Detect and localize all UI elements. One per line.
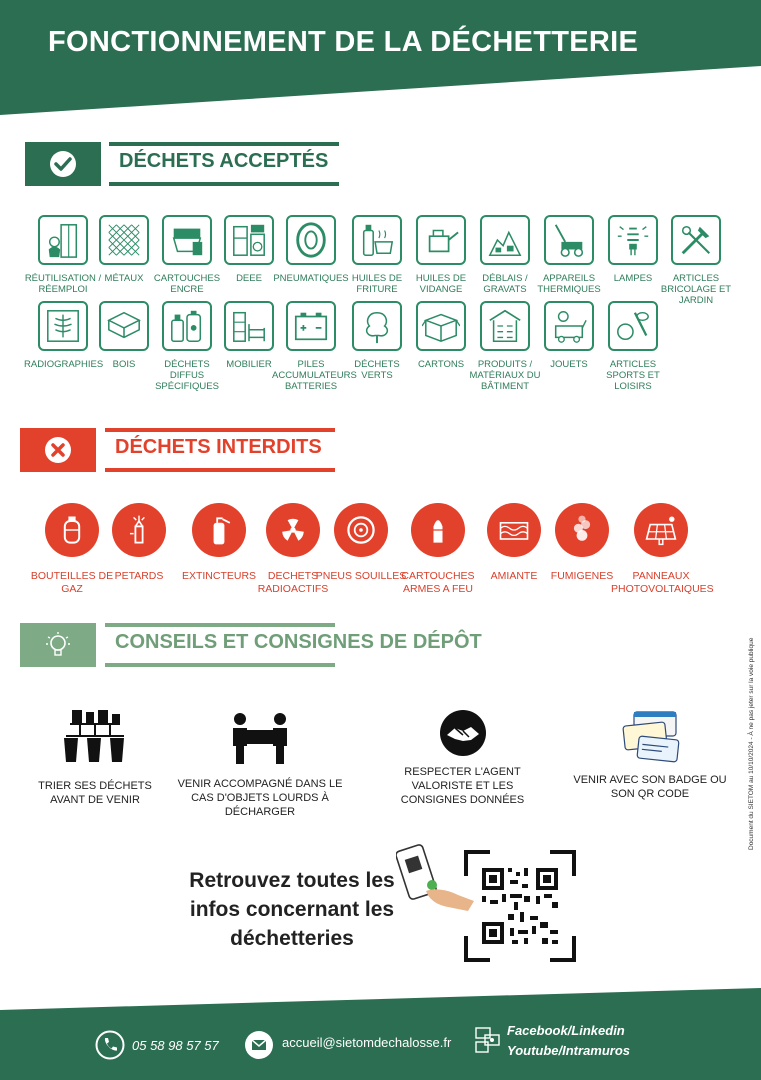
cross-icon [43, 435, 73, 465]
accepted-item-label: ARTICLES BRICOLAGE ET JARDIN [660, 273, 732, 306]
email-icon [244, 1030, 274, 1060]
qr-code-frame [464, 850, 576, 962]
reuse-icon [44, 221, 82, 259]
advice-section-icon-box [20, 623, 96, 667]
accepted-icon-box [162, 215, 212, 265]
advice-item-accompanied [165, 712, 355, 819]
toys-icon [550, 307, 588, 345]
advice-item-respect [380, 708, 545, 807]
lightbulb-icon [43, 630, 73, 660]
accepted-icon-box [671, 215, 721, 265]
advice-label-sorting: TRIER SES DÉCHETS AVANT DE VENIR [38, 780, 152, 806]
furniture-icon [230, 307, 268, 345]
checkmark-icon [48, 149, 78, 179]
forbidden-item-label: PETARDS [114, 570, 164, 582]
smoke-icon [564, 512, 600, 548]
radioactive-icon [275, 512, 311, 548]
advice-label-respect: RESPECTER L'AGENT VALORISTE ET LES CONSIGNES DONNÉES [400, 766, 525, 806]
forbidden-item-label: EXTINCTEURS [181, 570, 257, 582]
advice-section-header [105, 623, 482, 667]
accepted-item-label: MÉTAUX [104, 273, 144, 284]
advice-item-badge [570, 710, 730, 801]
sports-icon [614, 307, 652, 345]
accepted-item-label: APPAREILS THERMIQUES [537, 273, 601, 295]
page-title: FONCTIONNEMENT DE LA DÉCHETTERIE [48, 26, 639, 58]
firecracker-icon [121, 512, 157, 548]
forbidden-section-icon-box [20, 428, 96, 472]
forbidden-item-label: PANNEAUX PHOTOVOLTAIQUES [611, 570, 714, 595]
accepted-section-header [109, 142, 339, 186]
accepted-icon-box [480, 215, 530, 265]
accepted-icon-box [286, 215, 336, 265]
handshake-icon [437, 708, 489, 758]
tree-icon [358, 307, 396, 345]
accepted-icon-box [480, 301, 530, 351]
accepted-icon-box [544, 301, 594, 351]
soiled-tire-icon [343, 512, 379, 548]
asbestos-icon [496, 512, 532, 548]
accepted-icon-box [608, 301, 658, 351]
social-icon [474, 1025, 502, 1055]
advice-section-title: CONSEILS ET CONSIGNES DE DÉPÔT [115, 631, 482, 653]
badge-cards-icon [618, 710, 682, 764]
accepted-item-label: DÉBLAIS / GRAVATS [482, 273, 528, 295]
advice-label-badge: VENIR AVEC SON BADGE OU SON QR CODE [573, 774, 727, 800]
accepted-icon-box [224, 215, 274, 265]
footer-email[interactable]: accueil@sietomdechalosse.fr [282, 1035, 452, 1050]
forbidden-item-label: AMIANTE [490, 570, 538, 582]
forbidden-item-label: PNEUS SOUILLES [315, 570, 407, 582]
accepted-item-label: ARTICLES SPORTS ET LOISIRS [606, 359, 660, 392]
forbidden-section-title: DÉCHETS INTERDITS [115, 436, 322, 458]
forbidden-item-label: DECHETS RADIOACTIFS [257, 570, 329, 595]
forbidden-item-label: CARTOUCHES ARMES A FEU [401, 570, 475, 595]
accepted-icon-box [286, 301, 336, 351]
frying-oil-icon [358, 221, 396, 259]
accepted-item [657, 215, 735, 306]
accepted-icon-box [99, 215, 149, 265]
accepted-item-label: DEEE [236, 273, 262, 284]
accepted-item-label: HUILES DE VIDANGE [415, 273, 467, 295]
forbidden-item [611, 503, 714, 596]
forbidden-icon-circle [334, 503, 388, 557]
cardboard-box-icon [422, 307, 460, 345]
advice-item-sorting [30, 708, 160, 807]
forbidden-section-header [105, 428, 335, 472]
accepted-icon-box [99, 301, 149, 351]
oil-can-icon [422, 221, 460, 259]
accepted-icon-box [352, 301, 402, 351]
accepted-item-label: MOBILIER [226, 359, 272, 370]
side-note: Document du SIETOM au 10/10/2024 - À ne pas jeter sur la voie publique [748, 637, 755, 850]
accepted-icon-box [38, 301, 88, 351]
accepted-icon-box [162, 301, 212, 351]
xray-icon [44, 307, 82, 345]
accepted-icon-box [38, 215, 88, 265]
forbidden-item-label: BOUTEILLES DE GAZ [30, 570, 114, 595]
accepted-item-label: RADIOGRAPHIES [24, 359, 104, 370]
forbidden-item-label: FUMIGENES [550, 570, 614, 582]
ink-cartridge-icon [168, 221, 206, 259]
metal-mesh-icon [105, 221, 143, 259]
chemical-bottles-icon [168, 307, 206, 345]
accepted-item-label: CARTOUCHES ENCRE [153, 273, 221, 295]
two-people-carrying-icon [230, 712, 290, 764]
solar-panel-icon [643, 512, 679, 548]
accepted-icon-box [608, 215, 658, 265]
advice-label-accompanied: VENIR ACCOMPAGNÉ DANS LE CAS D'OBJETS LOURDS À DÉCHARGER [177, 778, 343, 818]
extinguisher-icon [201, 512, 237, 548]
accepted-section-title: DÉCHETS ACCEPTÉS [119, 150, 329, 172]
building-materials-icon [486, 307, 524, 345]
appliances-icon [230, 221, 268, 259]
lawnmower-icon [550, 221, 588, 259]
forbidden-icon-circle [192, 503, 246, 557]
accepted-item-label: PRODUITS / MATÉRIAUX DU BÂTIMENT [469, 359, 541, 392]
forbidden-icon-circle [112, 503, 166, 557]
phone-icon [95, 1030, 125, 1060]
footer-social-line1[interactable]: Facebook/Linkedin [507, 1023, 625, 1038]
footer-phone[interactable]: 05 58 98 57 57 [132, 1038, 219, 1053]
tire-icon [292, 221, 330, 259]
battery-icon [292, 307, 330, 345]
accepted-section-icon-box [25, 142, 101, 186]
accepted-icon-box [224, 301, 274, 351]
accepted-icon-box [544, 215, 594, 265]
rubble-icon [486, 221, 524, 259]
accepted-icon-box [416, 301, 466, 351]
accepted-item-label: PILES ACCUMULATEURS BATTERIES [272, 359, 357, 392]
lamp-icon [614, 221, 652, 259]
promo-text: Retrouvez toutes les infos concernant les déchetteries [189, 869, 395, 950]
forbidden-icon-circle [634, 503, 688, 557]
bullet-icon [420, 512, 456, 548]
accepted-item-label: BOIS [112, 359, 136, 370]
accepted-item [594, 301, 672, 392]
accepted-item-label: LAMPES [613, 273, 653, 284]
accepted-item-label: RÉUTILISATION / RÉEMPLOI [24, 273, 102, 295]
gas-bottle-icon [54, 512, 90, 548]
accepted-item-label: DÉCHETS VERTS [354, 359, 400, 381]
tools-icon [677, 221, 715, 259]
accepted-item-label: PNEUMATIQUES [273, 273, 349, 284]
forbidden-icon-circle [555, 503, 609, 557]
accepted-item-label: HUILES DE FRITURE [351, 273, 403, 295]
pallet-icon [105, 307, 143, 345]
sorting-bins-icon [60, 708, 130, 768]
accepted-icon-box [416, 215, 466, 265]
accepted-item-label: CARTONS [417, 359, 465, 370]
forbidden-icon-circle [411, 503, 465, 557]
accepted-item-label: JOUETS [550, 359, 588, 370]
accepted-icon-box [352, 215, 402, 265]
accepted-item-label: DÉCHETS DIFFUS SPÉCIFIQUES [155, 359, 219, 392]
footer-social-line2[interactable]: Youtube/Intramuros [507, 1043, 631, 1058]
